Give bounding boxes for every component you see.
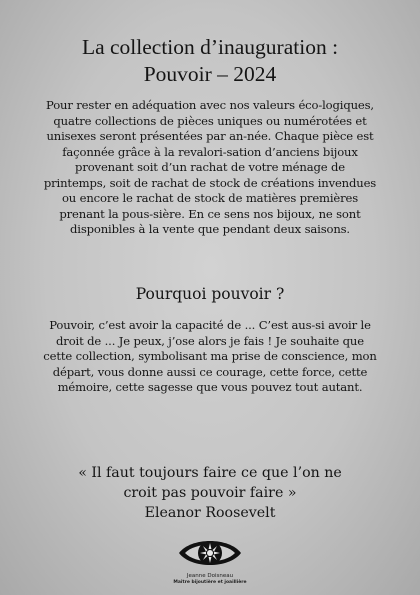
intro-paragraph: Pour rester en adéquation avec nos valeurs éco-logiques, quatre collections de pièces uniques ou numérotées et unisexes seront présentées par an-née. Chaque pièce est façonnée grâce à la revalori-sation d’anciens bijoux provenant soit d’un rachat de votre ménage de printemps, soit de rachat de stock de créations invendues ou encore le rachat de stock de matières premières prenant la pous-sière. En ce sens nos bijoux, ne sont disponibles à la vente que pendant deux saisons. [43,98,377,236]
title-line-1: La collection d’inauguration : [81,35,339,59]
brand-name: Jeanne Doisneau [186,573,234,579]
page-title [20,34,400,88]
quote-line-2: croit pas pouvoir faire » [123,485,297,501]
quote-line-1: « Il faut toujours faire ce que l’on ne [78,465,342,481]
body-paragraph: Pouvoir, c’est avoir la capacité de ... C’est aus-si avoir le droit de ... Je peux, j’ose alors je fais ! Je souhaite que cette collection, symbolisant ma prise de conscience, mon départ, vous donne aussi ce courage, cette force, cette mémoire, cette sagesse que vous pouvez tout autant. [43,318,377,394]
quote-author: Eleanor Roosevelt [144,505,276,521]
section-heading: Pourquoi pouvoir ? [135,285,285,303]
quote-block [30,463,390,523]
title-line-2: Pouvoir – 2024 [143,62,277,86]
brand-tagline: Maître bijoutière et joaillière [173,580,247,585]
brand-logo [177,534,243,572]
